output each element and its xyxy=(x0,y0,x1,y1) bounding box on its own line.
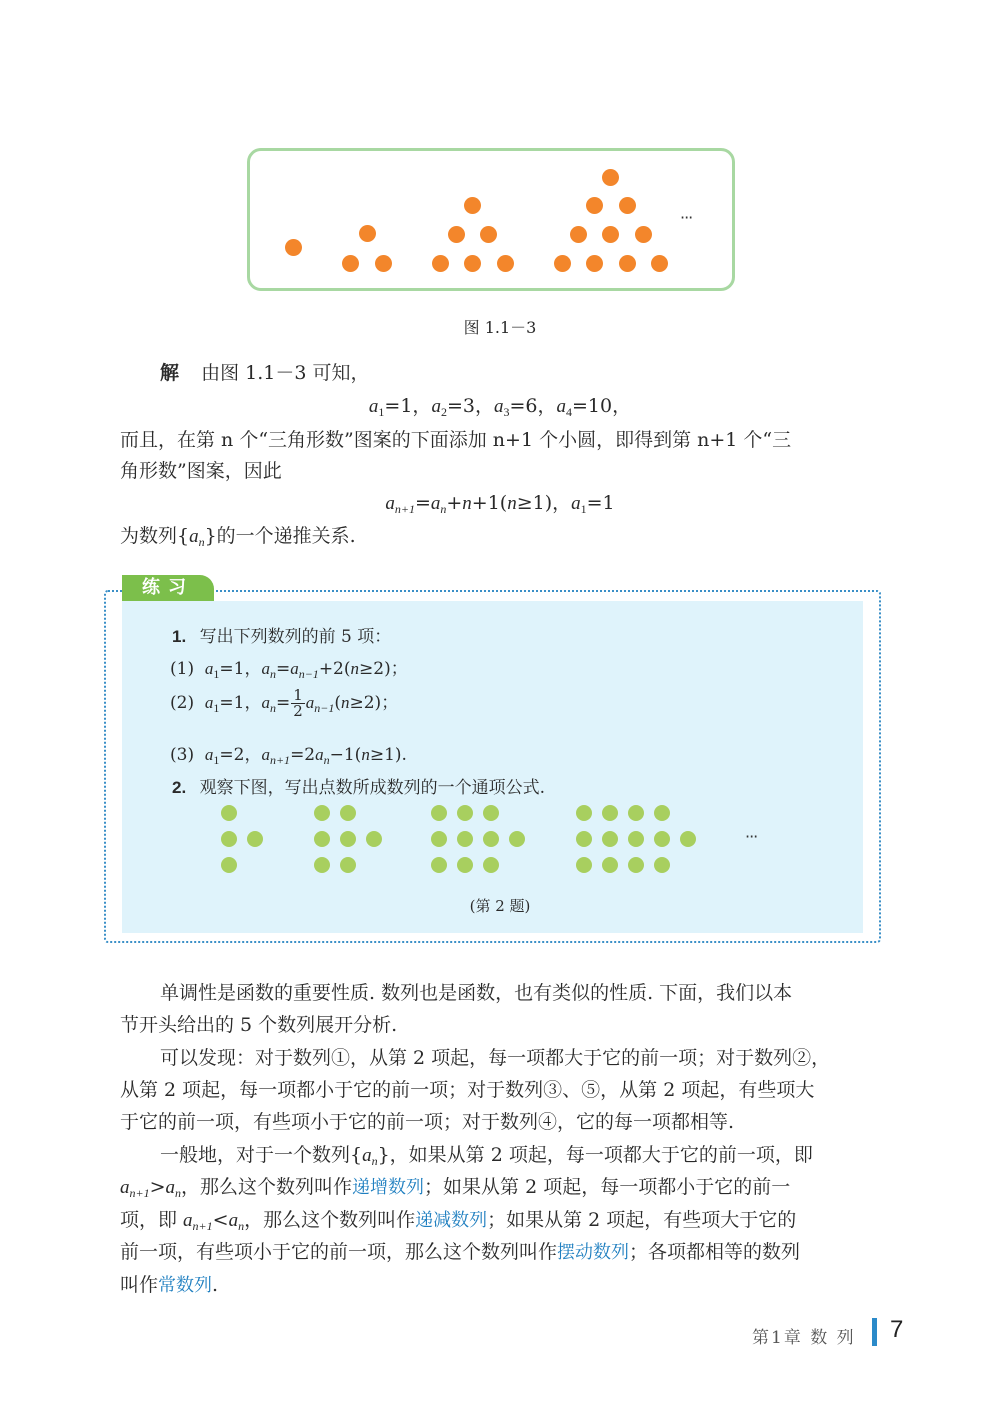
triangle-dot xyxy=(375,255,392,272)
pattern-dot xyxy=(654,831,670,847)
body-paragraph-line: 一般地，对于一个数列$\{a_n\}$，如果从第 2 项起，每一项都大于它的前一项，即 xyxy=(160,1144,813,1168)
pattern-dot xyxy=(602,857,618,873)
pattern-dot xyxy=(366,831,382,847)
pattern-dot xyxy=(431,831,447,847)
figure-ellipsis: ··· xyxy=(680,208,693,227)
exercise-q1-text: 写出下列数列的前 5 项： xyxy=(199,627,392,647)
fraction-one-half: $\frac{1}{2}$ xyxy=(293,686,303,720)
term-increasing: 递增数列 xyxy=(352,1177,425,1198)
body-paragraph-line: 单调性是函数的重要性质. 数列也是函数，也有类似的性质. 下面，我们以本 xyxy=(160,982,793,1004)
pattern-dot xyxy=(483,831,499,847)
body-paragraph-line: $a_{n+1}>a_n$，那么这个数列叫作递增数列；如果从第 2 项起，每一项都小于它的前一 xyxy=(120,1176,791,1200)
triangle-dot xyxy=(464,255,481,272)
pattern-dot xyxy=(457,857,473,873)
exercise-q1-item-2: (2) $a_1=1$，$a_n=$ $\frac{1}{2}$ $a_{n-1}(n\ge 2)$； xyxy=(170,686,399,720)
pattern-dot xyxy=(483,805,499,821)
triangle-dot xyxy=(602,169,619,186)
pattern-dot xyxy=(602,805,618,821)
exercise-q1-number: 1. xyxy=(172,627,187,646)
triangle-dot xyxy=(651,255,668,272)
pattern-dot xyxy=(483,857,499,873)
triangle-dot xyxy=(285,239,302,256)
pattern-dot xyxy=(457,805,473,821)
body-paragraph-line: 于它的前一项，有些项小于它的前一项；对于数列④，它的每一项都相等. xyxy=(120,1111,735,1133)
exercise-q1 xyxy=(172,622,391,647)
pattern-dot xyxy=(576,805,592,821)
triangle-dot xyxy=(448,226,465,243)
triangle-dot xyxy=(619,197,636,214)
pattern-dot xyxy=(314,805,330,821)
exercise-ellipsis: ··· xyxy=(745,827,758,846)
page-number: 7 xyxy=(890,1316,904,1343)
pattern-dot xyxy=(431,805,447,821)
pattern-dot xyxy=(654,857,670,873)
triangle-dot xyxy=(554,255,571,272)
pattern-dot xyxy=(576,831,592,847)
exercise-q1-item-1: (1) $a_1=1$，$a_n=a_{n-1}+2(n\ge 2)$； xyxy=(170,659,408,681)
body-paragraph-line: 从第 2 项起，每一项都小于它的前一项；对于数列③、⑤，从第 2 项起，有些项大 xyxy=(120,1079,815,1101)
triangle-dot xyxy=(602,226,619,243)
triangle-dot xyxy=(497,255,514,272)
term-decreasing: 递减数列 xyxy=(415,1210,488,1231)
pattern-dot xyxy=(314,857,330,873)
pattern-dot xyxy=(221,805,237,821)
triangle-dot xyxy=(619,255,636,272)
pattern-dot xyxy=(602,831,618,847)
pattern-dot xyxy=(654,805,670,821)
term-oscillating: 摆动数列 xyxy=(557,1242,630,1263)
pattern-dot xyxy=(314,831,330,847)
solution-para-line: 角形数”图案，因此 xyxy=(120,460,282,482)
solution-intro-line xyxy=(160,358,369,385)
triangle-dot xyxy=(432,255,449,272)
exercise-q2-text: 观察下图，写出点数所成数列的一个通项公式. xyxy=(199,778,545,798)
body-paragraph-line: 叫作常数列. xyxy=(120,1274,219,1296)
body-paragraph-line: 项，即 $a_{n+1}<a_n$，那么这个数列叫作递减数列；如果从第 2 项起，有些项大于它的 xyxy=(120,1209,797,1233)
solution-intro: 由图 1.1－3 可知， xyxy=(201,362,370,384)
pattern-dot xyxy=(340,831,356,847)
triangle-dot xyxy=(586,255,603,272)
solution-conclusion: 为数列$\{a_n\}$的一个递推关系. xyxy=(120,525,356,549)
pattern-dot xyxy=(628,831,644,847)
triangle-dot xyxy=(342,255,359,272)
pattern-dot xyxy=(628,857,644,873)
pattern-dot xyxy=(680,831,696,847)
body-paragraph-line: 节开头给出的 5 个数列展开分析. xyxy=(120,1014,398,1036)
exercise-q1-item-3: (3) $a_1=2$，$a_{n+1}=2a_n-1(n\ge 1)$. xyxy=(170,745,407,767)
solution-values: $a_1=1$，$a_2=3$，$a_3=6$，$a_4=10$， xyxy=(368,395,632,419)
pattern-dot xyxy=(628,805,644,821)
exercise-q2-number: 2. xyxy=(172,778,187,797)
pattern-dot xyxy=(457,831,473,847)
triangle-dot xyxy=(359,225,376,242)
triangle-dot xyxy=(635,226,652,243)
pattern-dot xyxy=(431,857,447,873)
triangle-dot xyxy=(480,226,497,243)
figure-caption: 图 1.1－3 xyxy=(463,318,537,337)
pattern-dot xyxy=(340,805,356,821)
exercise-q2 xyxy=(172,773,545,798)
triangle-dot xyxy=(570,226,587,243)
pattern-dot xyxy=(247,831,263,847)
footer-divider xyxy=(872,1318,877,1346)
pattern-dot xyxy=(509,831,525,847)
pattern-dot xyxy=(340,857,356,873)
body-paragraph-line: 前一项，有些项小于它的前一项，那么这个数列叫作摆动数列；各项都相等的数列 xyxy=(120,1241,801,1263)
triangle-dot xyxy=(586,197,603,214)
term-constant: 常数列 xyxy=(158,1275,213,1296)
exercise-q2-caption: (第 2 题) xyxy=(469,897,531,915)
solution-para-line: 而且，在第 n 个“三角形数”图案的下面添加 n+1 个小圆，即得到第 n+1 个“三 xyxy=(120,429,792,451)
chapter-label: 第1章 数 列 xyxy=(752,1328,856,1348)
pattern-dot xyxy=(576,857,592,873)
solution-recurrence: $a_{n+1}=a_n+n+1(n\ge 1)$，$a_1=1$ xyxy=(385,492,615,516)
body-paragraph-line: 可以发现：对于数列①，从第 2 项起，每一项都大于它的前一项；对于数列②， xyxy=(160,1047,831,1069)
exercise-tab: 练习 xyxy=(122,575,214,601)
triangle-dot xyxy=(464,197,481,214)
solution-label: 解 xyxy=(160,362,180,384)
pattern-dot xyxy=(221,831,237,847)
pattern-dot xyxy=(221,857,237,873)
